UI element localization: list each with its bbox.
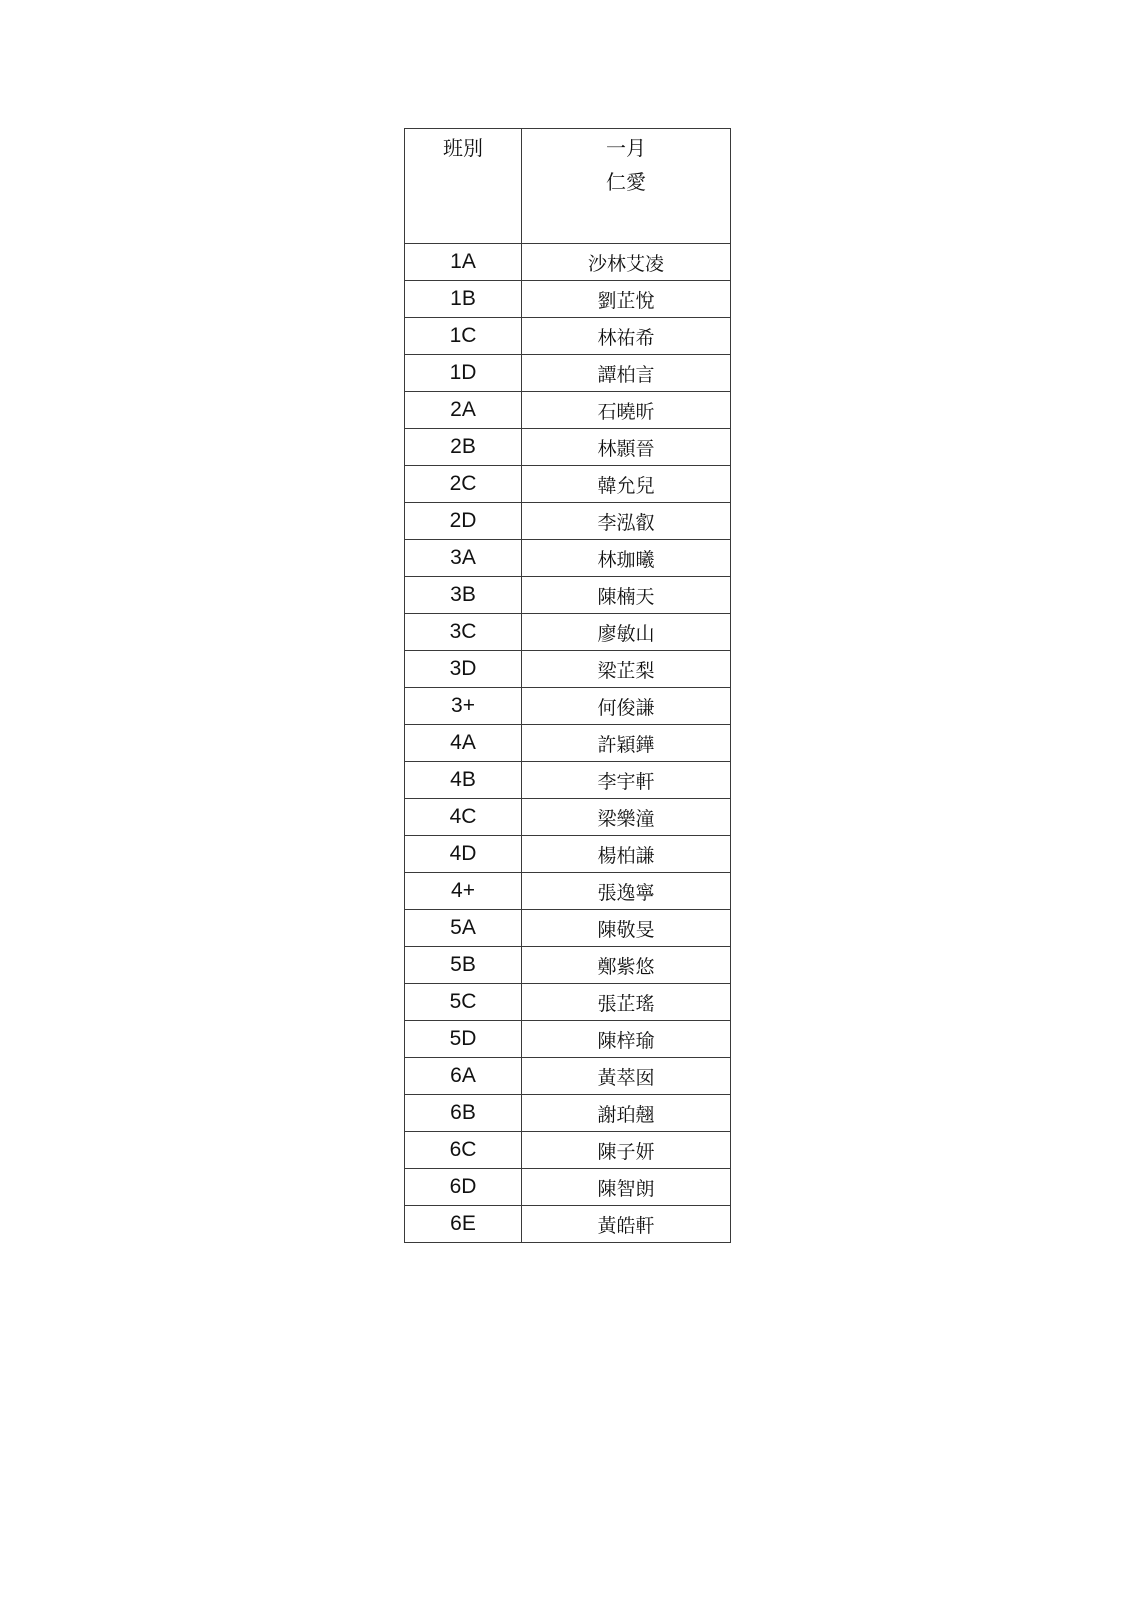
student-name-cell: 梁芷梨 (522, 651, 731, 688)
student-name-cell: 黃皓軒 (522, 1206, 731, 1243)
class-cell: 6E (405, 1206, 522, 1243)
class-cell: 4D (405, 836, 522, 873)
student-name-cell: 劉芷悅 (522, 281, 731, 318)
table-row (405, 725, 731, 762)
class-cell: 2B (405, 429, 522, 466)
class-cell: 4+ (405, 873, 522, 910)
class-cell: 2A (405, 392, 522, 429)
table-row (405, 1058, 731, 1095)
student-name-cell: 沙林艾凌 (522, 244, 731, 281)
class-cell: 6C (405, 1132, 522, 1169)
student-name-cell: 張芷瑤 (522, 984, 731, 1021)
student-name-cell: 陳梓瑜 (522, 1021, 731, 1058)
awardee-column-header (522, 129, 731, 244)
table-row (405, 318, 731, 355)
table-body (405, 244, 731, 1243)
student-name-cell: 鄭紫悠 (522, 947, 731, 984)
student-name-cell: 何俊謙 (522, 688, 731, 725)
class-cell: 5A (405, 910, 522, 947)
table-row (405, 836, 731, 873)
student-name-cell: 石曉昕 (522, 392, 731, 429)
class-cell: 3D (405, 651, 522, 688)
table-row (405, 910, 731, 947)
table-row (405, 466, 731, 503)
table-row (405, 281, 731, 318)
student-name-cell: 林顥晉 (522, 429, 731, 466)
student-name-cell: 梁樂潼 (522, 799, 731, 836)
table-row (405, 762, 731, 799)
class-cell: 5C (405, 984, 522, 1021)
class-cell: 1B (405, 281, 522, 318)
table-row (405, 355, 731, 392)
student-name-cell: 林祐希 (522, 318, 731, 355)
table-row (405, 688, 731, 725)
table-row (405, 577, 731, 614)
month-header-label: 一月 (606, 136, 646, 160)
table-row (405, 1206, 731, 1243)
student-name-cell: 李宇軒 (522, 762, 731, 799)
student-name-cell: 林珈曦 (522, 540, 731, 577)
class-header-label: 班別 (443, 136, 483, 160)
class-cell: 4B (405, 762, 522, 799)
class-cell: 5D (405, 1021, 522, 1058)
table-row (405, 1169, 731, 1206)
class-cell: 1D (405, 355, 522, 392)
student-name-cell: 許穎鏵 (522, 725, 731, 762)
student-name-cell: 楊柏謙 (522, 836, 731, 873)
student-name-cell: 韓允兒 (522, 466, 731, 503)
class-cell: 4A (405, 725, 522, 762)
table-row (405, 540, 731, 577)
class-cell: 5B (405, 947, 522, 984)
table-row (405, 873, 731, 910)
student-name-cell: 陳敬旻 (522, 910, 731, 947)
student-name-cell: 廖敏山 (522, 614, 731, 651)
table-row (405, 651, 731, 688)
table-row (405, 947, 731, 984)
table-row (405, 392, 731, 429)
table-row (405, 503, 731, 540)
class-cell: 6B (405, 1095, 522, 1132)
class-cell: 4C (405, 799, 522, 836)
award-roster-table (404, 128, 731, 1243)
student-name-cell: 陳子妍 (522, 1132, 731, 1169)
class-cell: 3B (405, 577, 522, 614)
class-column-header (405, 129, 522, 244)
class-cell: 2D (405, 503, 522, 540)
student-name-cell: 謝珀翹 (522, 1095, 731, 1132)
table-header-row (405, 129, 731, 244)
table-row (405, 429, 731, 466)
class-cell: 6A (405, 1058, 522, 1095)
table-row (405, 1132, 731, 1169)
class-cell: 6D (405, 1169, 522, 1206)
class-cell: 3C (405, 614, 522, 651)
student-name-cell: 陳智朗 (522, 1169, 731, 1206)
class-cell: 2C (405, 466, 522, 503)
table-row (405, 1095, 731, 1132)
table-row (405, 244, 731, 281)
class-cell: 1A (405, 244, 522, 281)
student-name-cell: 黃萃囡 (522, 1058, 731, 1095)
class-cell: 1C (405, 318, 522, 355)
student-name-cell: 陳楠天 (522, 577, 731, 614)
virtue-header-label: 仁愛 (606, 170, 646, 194)
table-row (405, 984, 731, 1021)
student-name-cell: 張逸寧 (522, 873, 731, 910)
table-row (405, 1021, 731, 1058)
student-name-cell: 譚柏言 (522, 355, 731, 392)
table-row (405, 614, 731, 651)
table-row (405, 799, 731, 836)
class-cell: 3+ (405, 688, 522, 725)
class-cell: 3A (405, 540, 522, 577)
student-name-cell: 李泓叡 (522, 503, 731, 540)
